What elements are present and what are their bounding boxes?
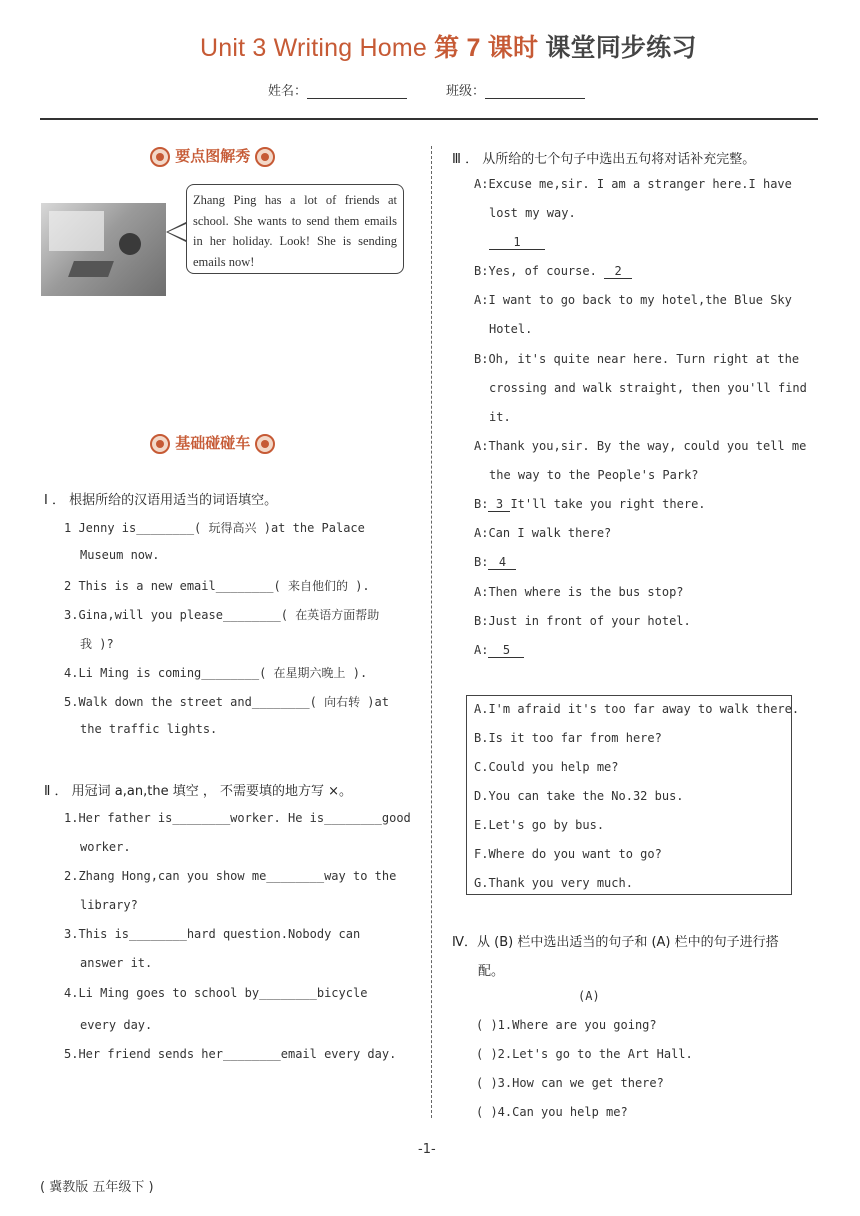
- dialog-line: A:Then where is the bus stop?: [474, 585, 684, 599]
- dialog-blank-4[interactable]: 4: [488, 555, 516, 570]
- dialog-line: it.: [489, 410, 511, 424]
- dialog-line: B:Just in front of your hotel.: [474, 614, 691, 628]
- q3-heading: Ⅲ ． 从所给的七个句子中选出五句将对话补充完整。: [452, 152, 756, 167]
- match-item: ( )1.Where are you going?: [476, 1018, 657, 1032]
- column-divider: [431, 146, 432, 1118]
- dialog-line: A:Excuse me,sir. I am a stranger here.I have: [474, 177, 792, 191]
- q1-line: the traffic lights.: [80, 722, 218, 736]
- edition-label: ( 冀教版 五年级下 ): [40, 1180, 154, 1195]
- option-item: A.I'm afraid it's too far away to walk there.: [474, 702, 800, 716]
- class-field: [446, 80, 585, 99]
- name-blank[interactable]: [307, 84, 407, 99]
- title-practice: 课堂同步练习: [538, 34, 697, 62]
- page-number: -1-: [418, 1142, 436, 1157]
- option-item: F.Where do you want to go?: [474, 847, 662, 861]
- q2-line: worker.: [80, 840, 131, 854]
- q1-line: 1 Jenny is________( 玩得高兴 )at the Palace: [64, 521, 365, 535]
- dialog-blank-2[interactable]: 2: [604, 264, 632, 279]
- q2-line: 1.Her father is________worker. He is________good: [64, 811, 411, 825]
- q1-line: Museum now.: [80, 548, 160, 562]
- sun-icon: [150, 147, 170, 167]
- q4-heading-cont: 配。: [478, 964, 505, 979]
- dialog-line: lost my way.: [489, 206, 576, 220]
- sun-icon: [255, 147, 275, 167]
- q2-line: answer it.: [80, 956, 153, 970]
- q2-line: 4.Li Ming goes to school by________bicycle: [64, 986, 368, 1000]
- q2-line: 2.Zhang Hong,can you show me________way to the: [64, 869, 397, 883]
- title-lesson: 第 7 课时: [434, 34, 539, 62]
- q1-line: 3.Gina,will you please________( 在英语方面帮助: [64, 608, 380, 622]
- section-basics-title: 基础碰碰车: [175, 434, 251, 452]
- q1-line: 5.Walk down the street and________( 向右转 )at: [64, 695, 389, 709]
- match-item: ( )2.Let's go to the Art Hall.: [476, 1047, 693, 1061]
- option-item: B.Is it too far from here?: [474, 731, 662, 745]
- option-item: E.Let's go by bus.: [474, 818, 605, 832]
- dialog-line: B: 3 It'll take you right there.: [474, 497, 706, 511]
- dialog-line: A:I want to go back to my hotel,the Blue Sky: [474, 293, 792, 307]
- dialog-line: A: 5: [474, 643, 524, 658]
- dialog-blank-3[interactable]: 3: [488, 497, 510, 512]
- dialog-line: B:Yes, of course. 2: [474, 264, 632, 279]
- q2-line: every day.: [80, 1018, 153, 1032]
- section-basics: [150, 432, 275, 454]
- q2-line: library?: [80, 898, 138, 912]
- dialog-line: B: 4: [474, 555, 516, 570]
- name-field: [268, 80, 407, 99]
- section-key-points-title: 要点图解秀: [175, 147, 251, 165]
- q1-heading: Ⅰ ． 根据所给的汉语用适当的词语填空。: [44, 493, 278, 508]
- speech-bubble: [186, 184, 404, 274]
- dialog-blank-5[interactable]: 5: [488, 643, 524, 658]
- q2-line: 3.This is________hard question.Nobody can: [64, 927, 361, 941]
- option-item: D.You can take the No.32 bus.: [474, 789, 684, 803]
- dialog-line: crossing and walk straight, then you'll find: [489, 381, 807, 395]
- title-english: Unit 3 Writing Home: [200, 34, 435, 62]
- q2-heading: Ⅱ ． 用冠词 a,an,the 填空 ， 不需要填的地方写 ×。: [44, 784, 352, 799]
- option-item: G.Thank you very much.: [474, 876, 633, 890]
- dialog-line: A:Can I walk there?: [474, 526, 612, 540]
- sun-icon: [255, 434, 275, 454]
- q1-line: 我 )?: [80, 637, 114, 651]
- sun-icon: [150, 434, 170, 454]
- name-label: 姓名：: [268, 84, 308, 99]
- bubble-text: Zhang Ping has a lot of friends at school. She wants to send them emails in her holiday. Look! She is sending emails now!: [193, 193, 397, 269]
- dialog-line: A:Thank you,sir. By the way, could you tell me: [474, 439, 807, 453]
- column-a-label: (A): [578, 989, 600, 1003]
- q4-heading: Ⅳ．从 (B) 栏中选出适当的句子和 (A) 栏中的句子进行搭: [452, 935, 779, 950]
- q1-line: 4.Li Ming is coming________( 在星期六晚上 ).: [64, 666, 368, 680]
- dialog-blank-1[interactable]: 1: [489, 235, 545, 250]
- dialog-line: the way to the People's Park?: [489, 468, 699, 482]
- option-item: C.Could you help me?: [474, 760, 619, 774]
- section-key-points: [150, 145, 275, 167]
- match-item: ( )3.How can we get there?: [476, 1076, 664, 1090]
- page-title: [200, 28, 697, 64]
- dialog-line: B:Oh, it's quite near here. Turn right at the: [474, 352, 800, 366]
- q2-line: 5.Her friend sends her________email every day.: [64, 1047, 397, 1061]
- q1-line: 2 This is a new email________( 来自他们的 ).: [64, 579, 370, 593]
- match-item: ( )4.Can you help me?: [476, 1105, 628, 1119]
- dialog-line: Hotel.: [489, 322, 533, 336]
- class-blank[interactable]: [485, 84, 585, 99]
- girl-laptop-photo: [41, 203, 166, 296]
- class-label: 班级：: [446, 84, 486, 99]
- header-divider: [40, 118, 818, 120]
